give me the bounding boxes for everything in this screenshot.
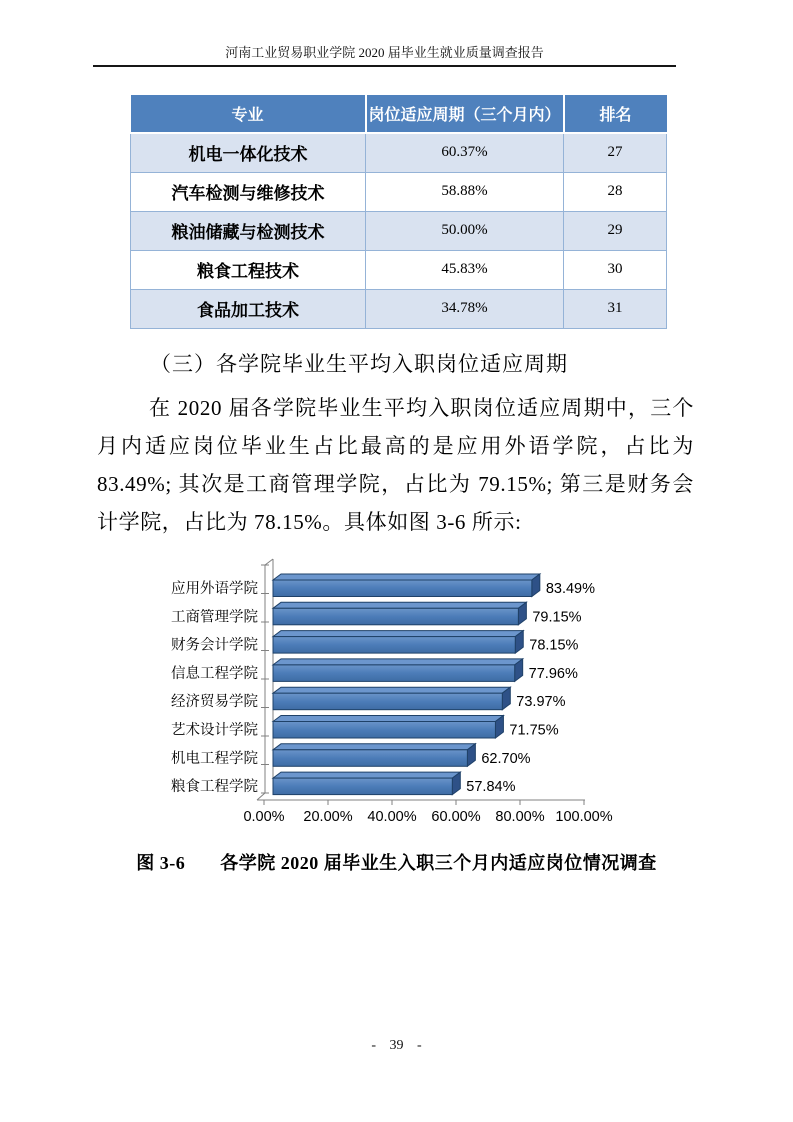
bar-top-face: [273, 772, 460, 778]
bar-top-face: [273, 687, 510, 693]
chart-bar: [273, 693, 502, 710]
table-cell-major: 机电一体化技术: [131, 133, 366, 172]
col-header-major: 专业: [131, 95, 366, 133]
x-tick-label: 100.00%: [555, 809, 613, 825]
figure-caption-text: 各学院 2020 届毕业生入职三个月内适应岗位情况调查: [220, 853, 657, 873]
table-cell-rank: 29: [564, 211, 667, 250]
bar-value-label: 79.15%: [532, 609, 582, 626]
figure-label: 图 3-6: [136, 853, 186, 873]
bar-top-face: [273, 716, 503, 722]
bar-chart: [96, 552, 696, 844]
bar-top-face: [273, 631, 523, 637]
table-row: [131, 250, 667, 289]
bar-top-face: [273, 574, 540, 580]
category-label: 艺术设计学院: [171, 722, 258, 739]
chart-bar: [273, 722, 495, 739]
page-number: - 39 -: [371, 1038, 422, 1053]
x-tick-label: 60.00%: [431, 809, 481, 825]
category-label: 粮食工程学院: [171, 779, 258, 796]
bar-value-label: 77.96%: [528, 665, 578, 682]
table-cell-period: 50.00%: [366, 211, 564, 250]
bar-value-label: 57.84%: [466, 779, 516, 796]
chart-bar: [273, 580, 532, 597]
table-cell-period: 60.37%: [366, 133, 564, 172]
col-header-rank: 排名: [564, 95, 667, 133]
category-label: 应用外语学院: [171, 581, 258, 597]
table-cell-rank: 30: [564, 250, 667, 289]
table-cell-rank: 28: [564, 172, 667, 211]
bar-top-face: [273, 602, 526, 608]
page-header: [93, 42, 676, 67]
major-adaptation-table: [130, 95, 667, 329]
section-heading: （三）各学院毕业生平均入职岗位适应周期: [150, 352, 568, 376]
figure-caption: [0, 849, 793, 875]
col-header-period: 岗位适应周期（三个月内）: [366, 95, 564, 133]
category-label: 机电工程学院: [171, 750, 258, 767]
table-row: [131, 133, 667, 172]
category-label: 经济贸易学院: [171, 694, 258, 711]
chart-bar: [273, 637, 515, 654]
table-row: [131, 172, 667, 211]
x-tick-label: 0.00%: [243, 809, 285, 825]
table-cell-major: 粮油储藏与检测技术: [131, 211, 366, 250]
table-row: [131, 289, 667, 328]
bar-value-label: 78.15%: [529, 637, 579, 654]
body-paragraph: 在 2020 届各学院毕业生平均入职岗位适应周期中，三个月内适应岗位毕业生占比最高的是应用外语学院，占比为 83.49%; 其次是工商管理学院，占比为 79.15%; 第三是财务会计学院，占比为 78.15%。具体如图 3-6 所示:: [97, 396, 694, 534]
bar-top-face: [273, 744, 475, 750]
floor-front-edge: [257, 793, 265, 800]
table-cell-major: 食品加工技术: [131, 289, 366, 328]
x-tick-label: 20.00%: [303, 809, 353, 825]
bar-value-label: 71.75%: [509, 722, 559, 739]
table-cell-major: 汽车检测与维修技术: [131, 172, 366, 211]
x-tick-label: 80.00%: [495, 809, 545, 825]
wall-top-edge: [265, 559, 273, 565]
chart-bar: [273, 778, 452, 795]
bar-top-face: [273, 659, 523, 665]
category-label: 工商管理学院: [171, 609, 258, 626]
table-cell-rank: 31: [564, 289, 667, 328]
table-cell-period: 45.83%: [366, 250, 564, 289]
page-footer: [0, 1038, 793, 1054]
chart-bar: [273, 750, 467, 767]
document-header-title: 河南工业贸易职业学院 2020 届毕业生就业质量调查报告: [225, 45, 544, 60]
table-cell-period: 34.78%: [366, 289, 564, 328]
chart-bar: [273, 665, 515, 682]
table-row: [131, 211, 667, 250]
bar-value-label: 62.70%: [481, 750, 531, 767]
table-header-row: [131, 95, 667, 133]
x-tick-label: 40.00%: [367, 809, 417, 825]
bar-value-label: 73.97%: [516, 694, 566, 711]
table-cell-period: 58.88%: [366, 172, 564, 211]
table-cell-rank: 27: [564, 133, 667, 172]
category-label: 信息工程学院: [171, 665, 258, 682]
bar-value-label: 83.49%: [545, 581, 596, 597]
category-label: 财务会计学院: [171, 637, 258, 654]
chart-bar: [273, 608, 518, 625]
table-cell-major: 粮食工程技术: [131, 250, 366, 289]
